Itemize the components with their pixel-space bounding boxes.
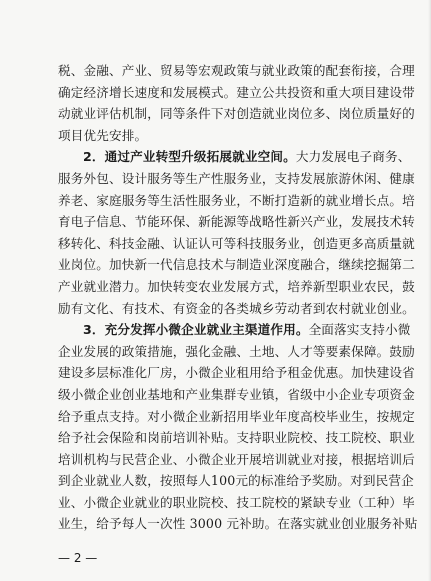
text-line: 培训机构与民营企业、小微企业开展培训就业对接，根据培训后 <box>58 451 415 467</box>
text-line: 移转化、科技金融、认证认可等科技服务业，创造更多高质量就 <box>58 235 415 251</box>
text-line: 到企业就业人数，按照每人100元的标准给予奖励。对到民营企 <box>58 473 414 489</box>
text-line <box>58 146 411 168</box>
text-line: 业生，给予每人一次性 3000 元补助。在落实就业创业服务补贴 <box>58 516 418 532</box>
text-run: 全面落实支持小微 <box>308 322 411 338</box>
text-line <box>58 319 411 341</box>
text-line: 业岗位。加快新一代信息技术与制造业深度融合，继续挖掘第二 <box>58 257 415 273</box>
text-line: 养老、家庭服务等生活性服务业，不断打造新的就业增长点。培 <box>58 192 415 208</box>
paragraph-3 <box>58 319 418 535</box>
text-run: 大力发展电子商务、 <box>295 149 411 165</box>
section-heading-3: 3．充分发挥小微企业就业主渠道作用。 <box>83 322 309 338</box>
text-line: 给予重点支持。对小微企业新招用毕业年度高校毕业生，按规定 <box>58 408 415 424</box>
section-heading-2: 2．通过产业转型升级拓展就业空间。 <box>83 149 296 165</box>
text-line: 项目优先安排。 <box>58 127 148 143</box>
text-line: 育电子信息、节能环保、新能源等战略性新兴产业，发展技术转 <box>58 214 415 230</box>
text-line: 建设多层标准化厂房，小微企业租用给予租金优惠。加快建设省 <box>58 365 415 381</box>
text-line: 税、金融、产业、贸易等宏观政策与就业政策的配套衔接，合理 <box>58 63 415 78</box>
page-number: — 2 — <box>58 551 98 565</box>
text-line: 企业发展的政策措施，强化金融、土地、人才等要素保障。鼓励 <box>58 343 415 359</box>
text-line: 励有文化、有技术、有资金的各类城乡劳动者到农村就业创业。 <box>58 300 415 316</box>
text-line: 确定经济增长速度和发展模式。建立公共投资和重大项目建设带 <box>58 84 415 100</box>
paragraph-2 <box>58 146 415 319</box>
text-line: 业、小微企业就业的职业院校、技工院校的紧缺专业（工种）毕 <box>58 494 415 510</box>
document-body <box>58 60 418 535</box>
text-line: 给予社会保险和岗前培训补贴。支持职业院校、技工院校、职业 <box>58 430 415 446</box>
text-line: 服务外包、设计服务等生产性服务业，支持发展旅游休闲、健康 <box>58 170 415 186</box>
text-line: 级小微企业创业基地和产业集群专业镇，省级中小企业专项资金 <box>58 386 415 402</box>
text-line: 动就业评估机制，同等条件下对创造就业岗位多、岗位质量好的 <box>58 106 415 122</box>
text-line: 产业就业潜力。加快转变农业发展方式，培养新型职业农民，鼓 <box>58 278 415 294</box>
paragraph-1 <box>58 60 415 146</box>
